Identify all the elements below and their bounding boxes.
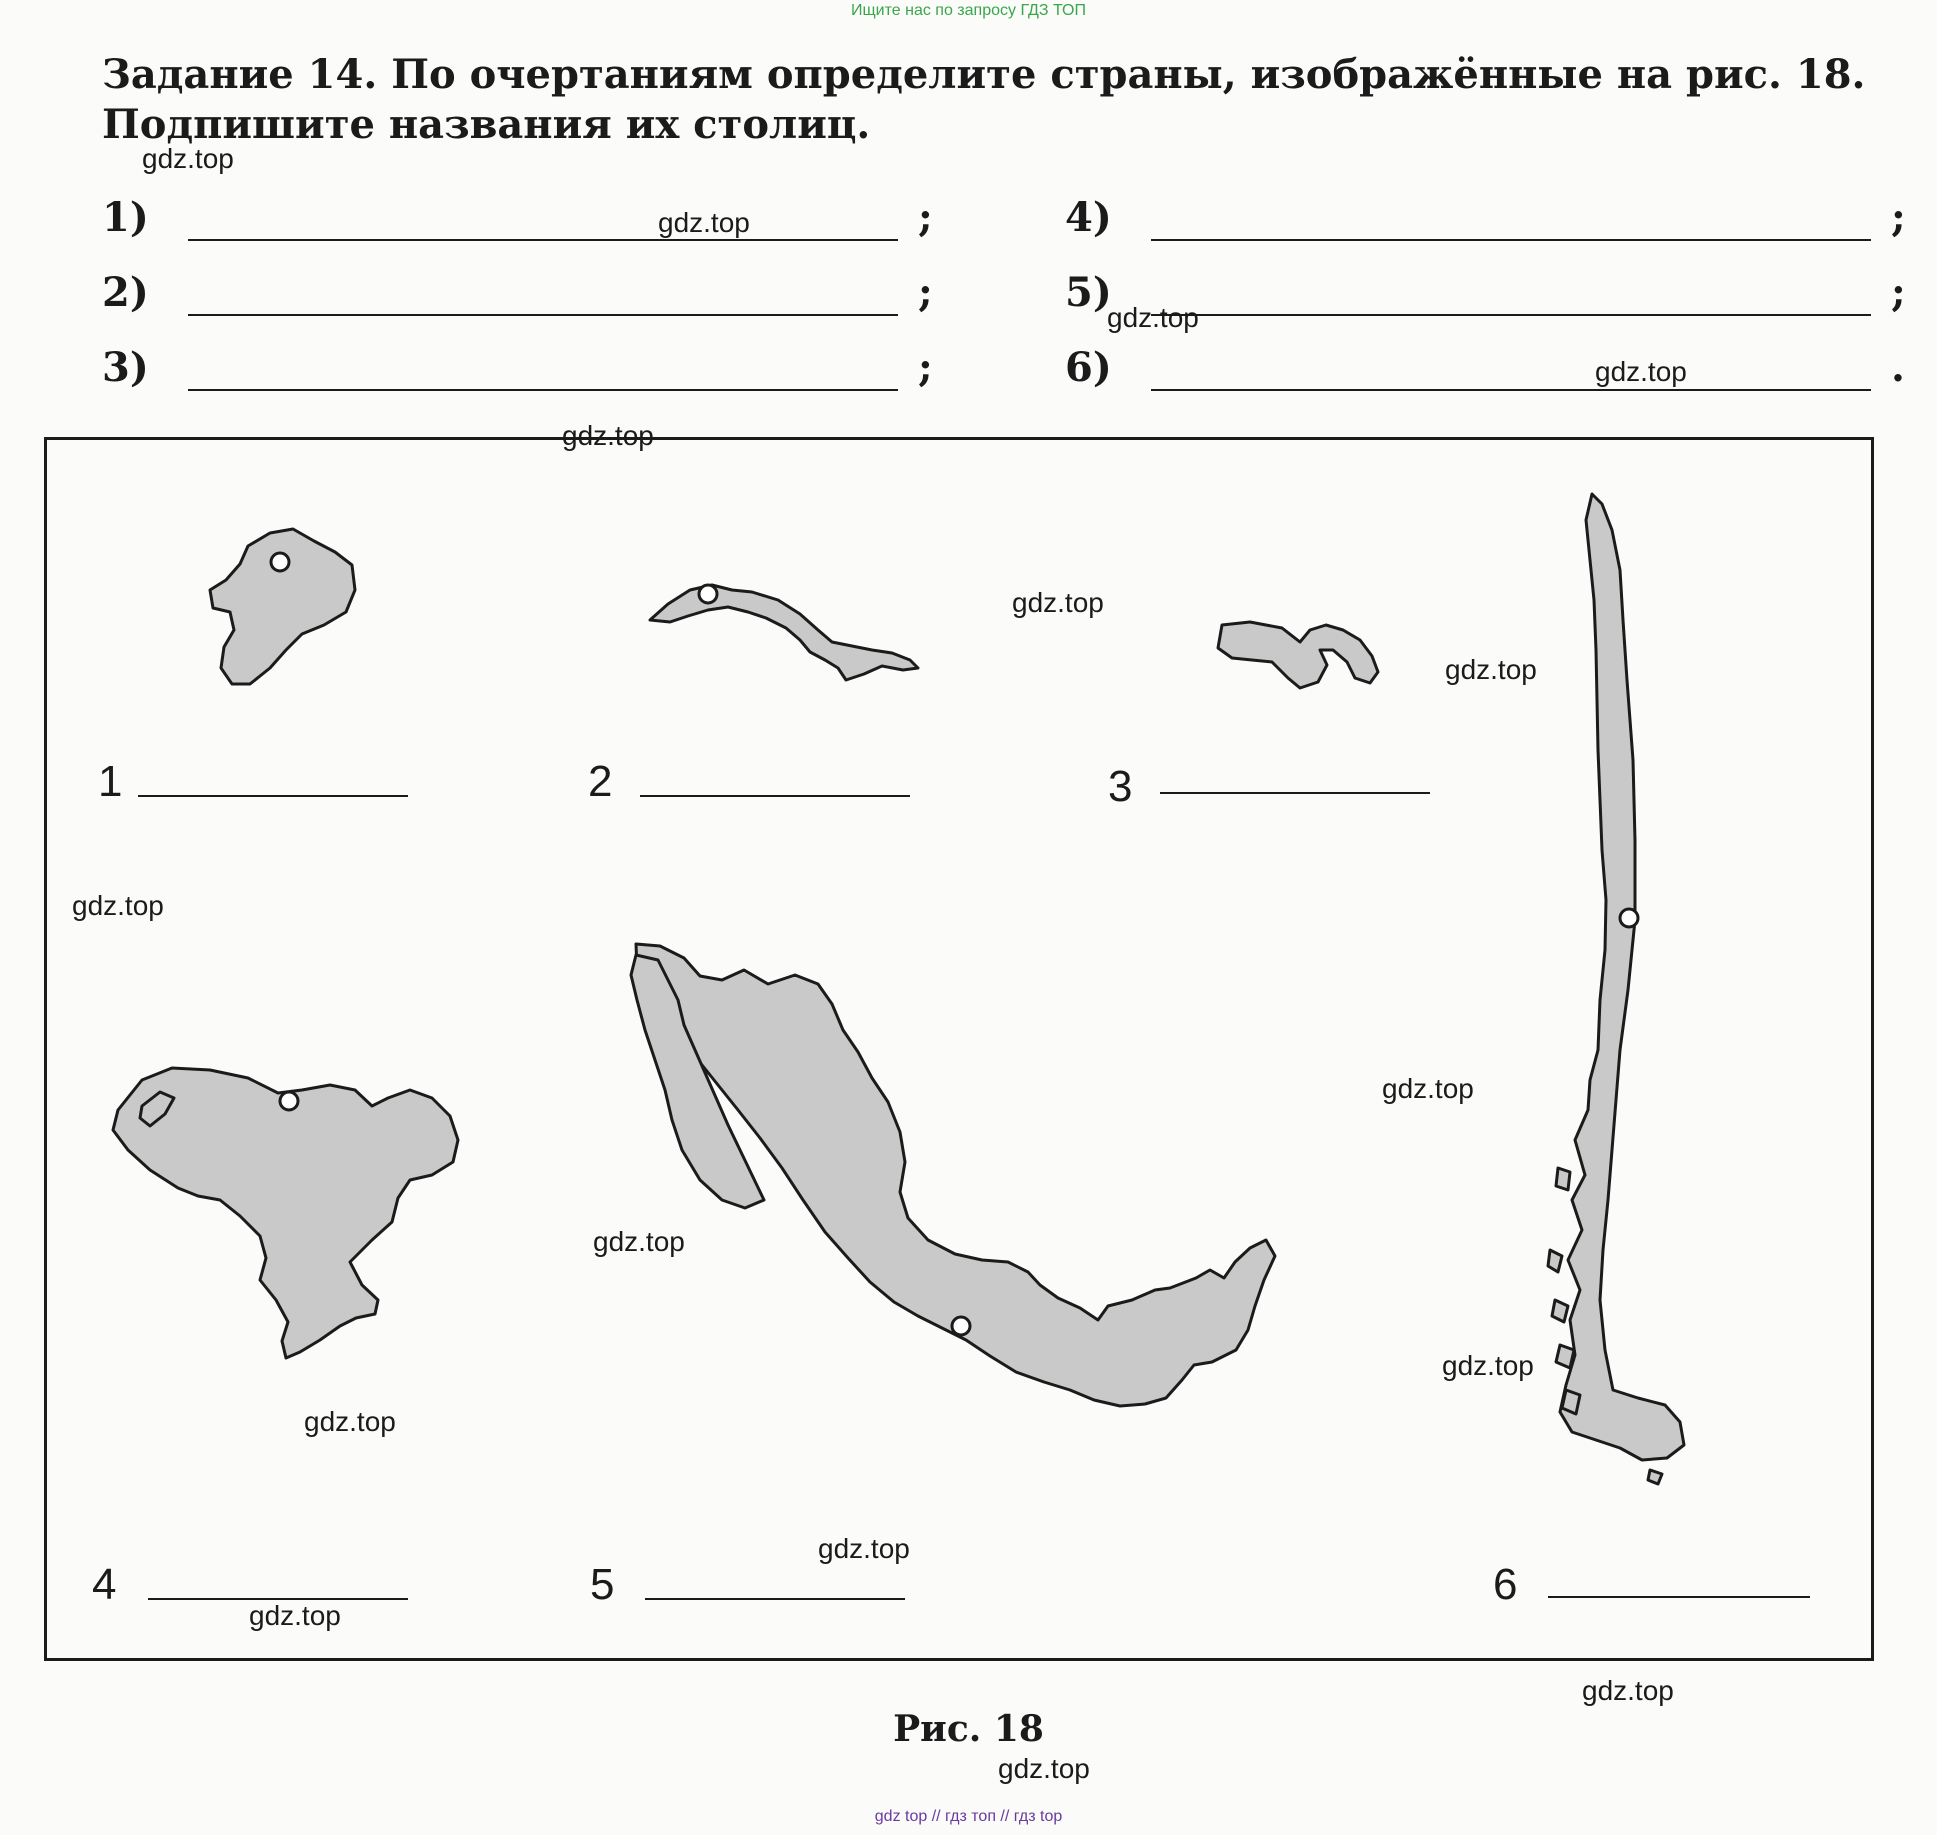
answer-number: 2) — [102, 269, 149, 316]
country-number-3: 3 — [1108, 762, 1133, 811]
cuba-outline — [650, 585, 918, 680]
island — [1562, 1390, 1580, 1414]
island — [1556, 1345, 1574, 1368]
watermark: gdz.top — [818, 1533, 910, 1564]
answer-punct: ; — [918, 344, 933, 391]
country-number-4: 4 — [92, 1560, 117, 1609]
country-blank-5[interactable] — [645, 1598, 905, 1600]
answer-punct: ; — [918, 194, 933, 241]
bottom-banner[interactable]: gdz top // гдз топ // гдз top — [874, 1808, 1063, 1825]
capital-marker — [271, 553, 289, 571]
watermark: gdz.top — [1595, 356, 1687, 387]
island — [1648, 1470, 1662, 1484]
watermark: gdz.top — [562, 420, 654, 451]
answer-punct: ; — [1891, 269, 1906, 316]
watermark: gdz.top — [142, 143, 234, 174]
panama-outline — [1218, 622, 1378, 688]
watermark: gdz.top — [593, 1226, 685, 1257]
country-number-6: 6 — [1493, 1560, 1518, 1609]
answer-punct: ; — [1891, 194, 1906, 241]
capital-marker — [1620, 909, 1638, 927]
watermark: gdz.top — [998, 1753, 1090, 1784]
watermark: gdz.top — [1582, 1675, 1674, 1706]
country-number-1: 1 — [98, 757, 123, 806]
country-blank-6[interactable] — [1548, 1596, 1810, 1598]
answer-number: 5) — [1065, 269, 1112, 316]
country-number-5: 5 — [590, 1560, 615, 1609]
venezuela-outline — [113, 1068, 458, 1358]
answer-number: 1) — [102, 194, 149, 241]
answer-number: 6) — [1065, 344, 1112, 391]
answer-punct: ; — [918, 269, 933, 316]
capital-marker — [699, 585, 717, 603]
watermark: gdz.top — [1107, 302, 1199, 333]
ecuador-outline — [210, 529, 355, 684]
top-banner[interactable]: Ищите нас по запросу ГДЗ ТОП — [851, 2, 1086, 19]
watermark: gdz.top — [658, 207, 750, 238]
watermark: gdz.top — [249, 1600, 341, 1631]
figure-caption: Рис. 18 — [893, 1708, 1044, 1750]
country-number-2: 2 — [588, 757, 613, 806]
task-label: Задание 14. — [102, 51, 378, 98]
mexico-outline — [631, 944, 1275, 1406]
capital-marker — [280, 1092, 298, 1110]
watermark: gdz.top — [1442, 1350, 1534, 1381]
task-body: По очертаниям определите страны, изображённые на рис. 18. Подпишите названия их столиц. — [102, 51, 1866, 148]
capital-marker — [952, 1317, 970, 1335]
answer-number: 3) — [102, 344, 149, 391]
answer-number: 4) — [1065, 194, 1112, 241]
watermark: gdz.top — [1012, 587, 1104, 618]
country-blank-3[interactable] — [1160, 792, 1430, 794]
island — [1548, 1250, 1562, 1272]
island — [1552, 1300, 1568, 1322]
watermark: gdz.top — [304, 1406, 396, 1437]
watermark: gdz.top — [1445, 654, 1537, 685]
country-blank-2[interactable] — [640, 795, 910, 797]
chile-outline — [1548, 494, 1684, 1484]
answer-punct: . — [1891, 344, 1905, 391]
watermark: gdz.top — [72, 890, 164, 921]
watermark: gdz.top — [1382, 1073, 1474, 1104]
country-blank-1[interactable] — [138, 795, 408, 797]
island — [1556, 1168, 1570, 1190]
